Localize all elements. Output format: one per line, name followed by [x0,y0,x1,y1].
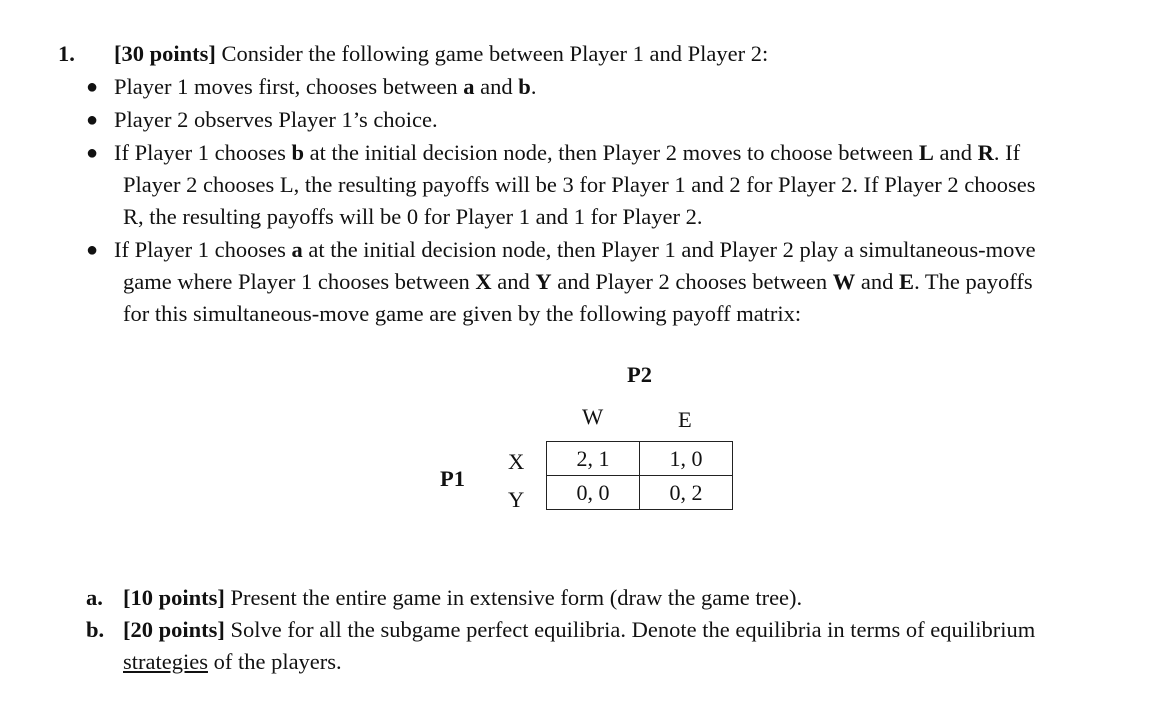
matrix-cell-ye: 0, 2 [640,476,733,510]
part-a-letter: a. [86,585,103,610]
matrix-row-label-y: Y [508,487,525,512]
problem-number: 1. [58,41,75,66]
matrix-row-label-x: X [508,449,525,474]
bullet-3-line-1: If Player 1 chooses b at the initial decision node, then Player 2 moves to choose between L and R. If [114,140,1021,165]
matrix-cell-yw: 0, 0 [547,476,640,510]
matrix-p2-label: P2 [627,362,652,387]
underlined-strategies: strategies [123,649,208,674]
bullet-dot-3: ● [86,142,99,164]
bullet-dot-2: ● [86,109,99,131]
problem-points: [30 points] [114,41,216,66]
bullet-4-line-3: for this simultaneous-move game are given by the following payoff matrix: [123,301,802,326]
matrix-row-x [547,442,733,476]
part-a: [10 points] Present the entire game in extensive form (draw the game tree). [123,585,803,610]
bullet-4-line-1: If Player 1 chooses a at the initial decision node, then Player 1 and Player 2 play a simultaneous-move [114,237,1036,262]
problem-header [114,38,768,70]
matrix-row-y [547,476,733,510]
part-b-line-2: strategies of the players. [123,649,342,674]
matrix-cell-xe: 1, 0 [640,442,733,476]
matrix-cell-xw: 2, 1 [547,442,640,476]
matrix-col-label-e: E [678,407,692,432]
bullet-3-line-3: R, the resulting payoffs will be 0 for Player 1 and 1 for Player 2. [123,204,703,229]
bullet-dot-1: ● [86,76,99,98]
payoff-matrix [546,441,733,510]
matrix-col-label-w: W [582,404,604,429]
problem-intro: Consider the following game between Player 1 and Player 2: [215,41,769,66]
part-b-line-1: [20 points] Solve for all the subgame perfect equilibria. Denote the equilibria in terms of equilibrium [123,617,1036,642]
part-b-letter: b. [86,617,105,642]
matrix-p1-label: P1 [440,466,465,491]
bullet-4-line-2: game where Player 1 chooses between X and Y and Player 2 chooses between W and E. The payoffs [123,269,1033,294]
bullet-1: Player 1 moves first, chooses between a and b. [114,74,537,99]
bullet-dot-4: ● [86,239,99,261]
bullet-2: Player 2 observes Player 1’s choice. [114,107,438,132]
bullet-3-line-2: Player 2 chooses L, the resulting payoffs will be 3 for Player 1 and 2 for Player 2. If Player 2 chooses [123,172,1036,197]
